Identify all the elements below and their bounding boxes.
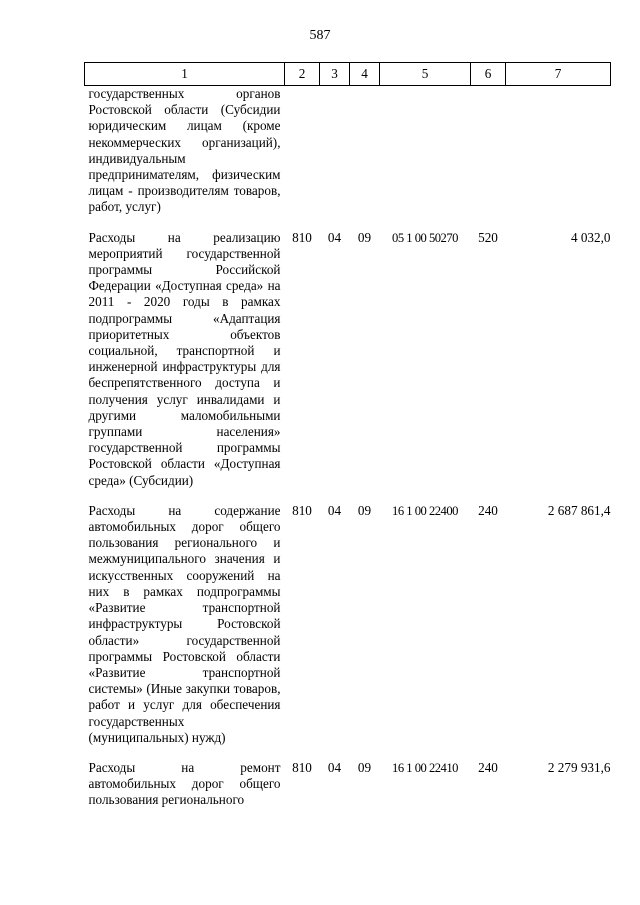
row-ministry-code: 810 <box>292 759 312 775</box>
row-amount: 4 032,0 <box>570 229 611 245</box>
row-expense-type <box>471 86 506 230</box>
table-row <box>85 503 611 760</box>
row-subsection <box>350 86 380 230</box>
row-ministry-code: 810 <box>292 502 312 518</box>
row-section: 04 <box>327 759 342 775</box>
row-ministry-code: 810 <box>292 229 312 245</box>
row-description: Расходы на реализацию мероприятий государственной программы Российской Федерации «Доступная среда» на 2011 - 2020 годы в рамках подпрограммы «Адаптация приоритетных объектов социальной, транспортной и инженерной инфраструктуры для беспрепятственного доступа и получения услуг инвалидами и другими маломобильными группами населения» государственной программы Ростовской области «Доступная среда» (Субсидии) <box>88 229 281 488</box>
table-row <box>85 760 611 823</box>
row-expense-type: 520 <box>478 229 498 245</box>
page-number: 587 <box>309 28 331 43</box>
row-description: государственных органов Ростовской области (Субсидии юридическим лицам (кроме некоммерческих организаций), индивидуальным предпринимателям, физическим лицам - производителям товаров, работ, услуг) <box>88 86 281 215</box>
row-amount: 2 687 861,4 <box>547 502 611 518</box>
row-expense-type: 240 <box>478 502 498 518</box>
row-target-article: 05 1 00 50270 <box>392 230 458 245</box>
row-ministry-code <box>285 86 320 230</box>
row-subsection: 09 <box>357 502 372 518</box>
budget-table <box>84 62 611 823</box>
row-amount <box>506 86 611 230</box>
header-col-4: 4 <box>350 63 380 86</box>
table-header <box>85 63 611 86</box>
row-description: Расходы на содержание автомобильных дорог общего пользования регионального и межмуниципального значения и искусственных сооружений на них в рамках подпрограммы «Развитие транспортной инфраструктуры Ростовской области» государственной программы Ростовской области «Развитие транспортной системы» (Иные закупки товаров, работ и услуг для обеспечения государственных (муниципальных) нужд) <box>88 502 281 745</box>
row-subsection: 09 <box>357 759 372 775</box>
row-description: Расходы на ремонт автомобильных дорог общего пользования регионального <box>88 759 281 808</box>
header-col-7: 7 <box>506 63 611 86</box>
row-section: 04 <box>327 502 342 518</box>
table-row <box>85 86 611 230</box>
table-row <box>85 230 611 503</box>
row-target-article <box>380 86 471 230</box>
row-amount: 2 279 931,6 <box>547 759 611 775</box>
header-col-2: 2 <box>285 63 320 86</box>
row-section <box>320 86 350 230</box>
row-subsection: 09 <box>357 229 372 245</box>
header-row <box>85 63 611 86</box>
row-target-article: 16 1 00 22400 <box>392 503 458 518</box>
header-col-6: 6 <box>471 63 506 86</box>
header-col-1: 1 <box>85 63 285 86</box>
table-body <box>85 86 611 823</box>
row-section: 04 <box>327 229 342 245</box>
header-col-5: 5 <box>380 63 471 86</box>
row-target-article: 16 1 00 22410 <box>392 760 458 775</box>
header-col-3: 3 <box>320 63 350 86</box>
row-expense-type: 240 <box>478 759 498 775</box>
